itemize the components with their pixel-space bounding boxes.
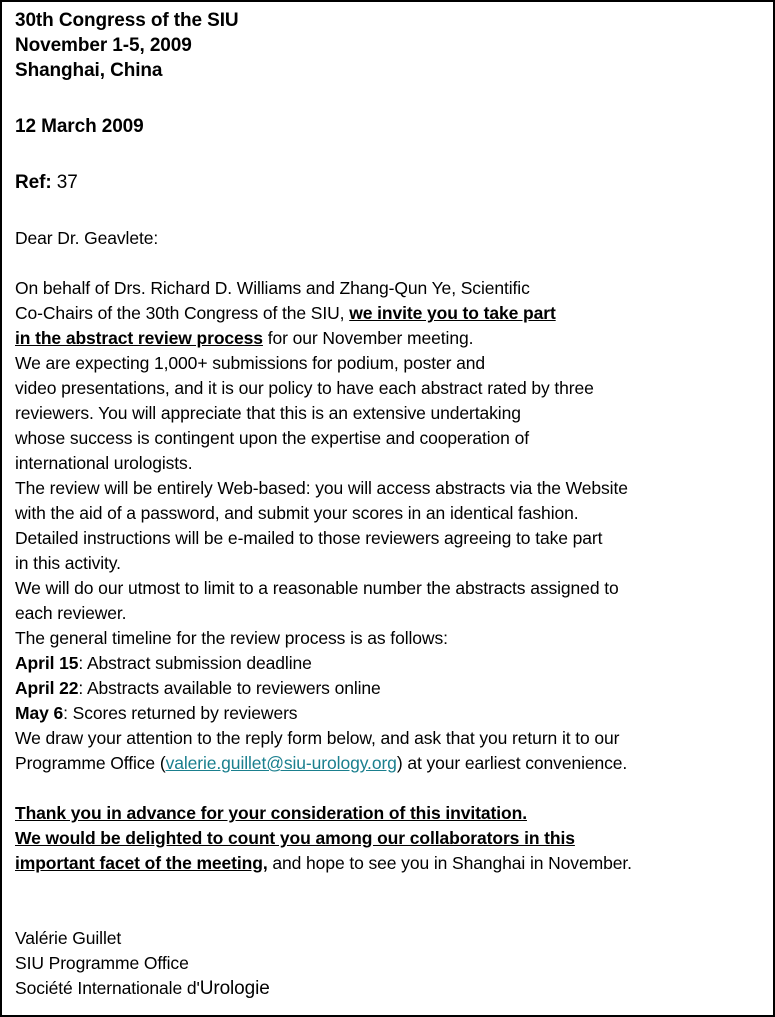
reference — [15, 170, 765, 195]
timeline-item — [15, 676, 765, 701]
body-line — [15, 326, 765, 351]
thanks-line — [15, 851, 765, 876]
review-process-emphasis: in the abstract review process — [15, 328, 263, 348]
body-line: whose success is contingent upon the expertise and cooperation of — [15, 428, 529, 448]
signature-name: Valérie Guillet — [15, 928, 122, 948]
timeline-date: May 6 — [15, 703, 64, 723]
body-text: Programme Office ( — [15, 753, 166, 773]
signature-office: SIU Programme Office — [15, 953, 189, 973]
body-line: each reviewer. — [15, 603, 127, 623]
letter-date: 12 March 2009 — [15, 116, 144, 137]
timeline-text: : Scores returned by reviewers — [63, 703, 298, 723]
body-line: in this activity. — [15, 553, 121, 573]
timeline-text: : Abstracts available to reviewers online — [78, 678, 381, 698]
org-text: Société Internationale d' — [15, 978, 200, 998]
invite-emphasis: we invite you to take part — [349, 303, 556, 323]
email-link[interactable]: valerie.guillet@siu-urology.org — [165, 753, 397, 773]
org-text-large: Urologie — [199, 978, 270, 999]
body-line: The review will be entirely Web-based: you will access abstracts via the Website — [15, 478, 628, 498]
timeline-item — [15, 701, 765, 726]
body-line: We will do our utmost to limit to a reasonable number the abstracts assigned to — [15, 578, 619, 598]
body-text: ) at your earliest convenience. — [396, 753, 628, 773]
timeline-date: April 22 — [15, 678, 79, 698]
ref-value: 37 — [56, 172, 78, 193]
timeline-text: : Abstract submission deadline — [78, 653, 312, 673]
body-line: with the aid of a password, and submit your scores in an identical fashion. — [15, 503, 579, 523]
timeline-item — [15, 651, 765, 676]
congress-title: 30th Congress of the SIU — [15, 10, 239, 31]
thanks-line: Thank you in advance for your consideration of this invitation. — [15, 803, 527, 823]
congress-dates: November 1-5, 2009 — [15, 35, 192, 56]
body-line: We are expecting 1,000+ submissions for podium, poster and — [15, 353, 486, 373]
ref-label: Ref: — [15, 172, 52, 193]
body-text: for our November meeting. — [262, 328, 474, 348]
body-line: reviewers. You will appreciate that this is an extensive undertaking — [15, 403, 521, 423]
timeline-date: April 15 — [15, 653, 79, 673]
body-line: Detailed instructions will be e-mailed to those reviewers agreeing to take part — [15, 528, 603, 548]
body-line: video presentations, and it is our policy to have each abstract rated by three — [15, 378, 594, 398]
signature-organization — [15, 976, 765, 1001]
body-line: The general timeline for the review process is as follows: — [15, 628, 448, 648]
body-line: We draw your attention to the reply form below, and ask that you return it to our — [15, 728, 620, 748]
thanks-line: We would be delighted to count you among our collaborators in this — [15, 828, 575, 848]
body-line — [15, 301, 765, 326]
thanks-emphasis: important facet of the meeting, — [15, 853, 268, 873]
body-text: and hope to see you in Shanghai in November. — [267, 853, 632, 873]
salutation: Dear Dr. Geavlete: — [15, 228, 159, 248]
congress-location: Shanghai, China — [15, 60, 163, 81]
body-line: international urologists. — [15, 453, 193, 473]
body-line: On behalf of Drs. Richard D. Williams and Zhang-Qun Ye, Scientific — [15, 278, 530, 298]
body-line — [15, 751, 765, 776]
body-text: Co-Chairs of the 30th Congress of the SIU, — [15, 303, 350, 323]
